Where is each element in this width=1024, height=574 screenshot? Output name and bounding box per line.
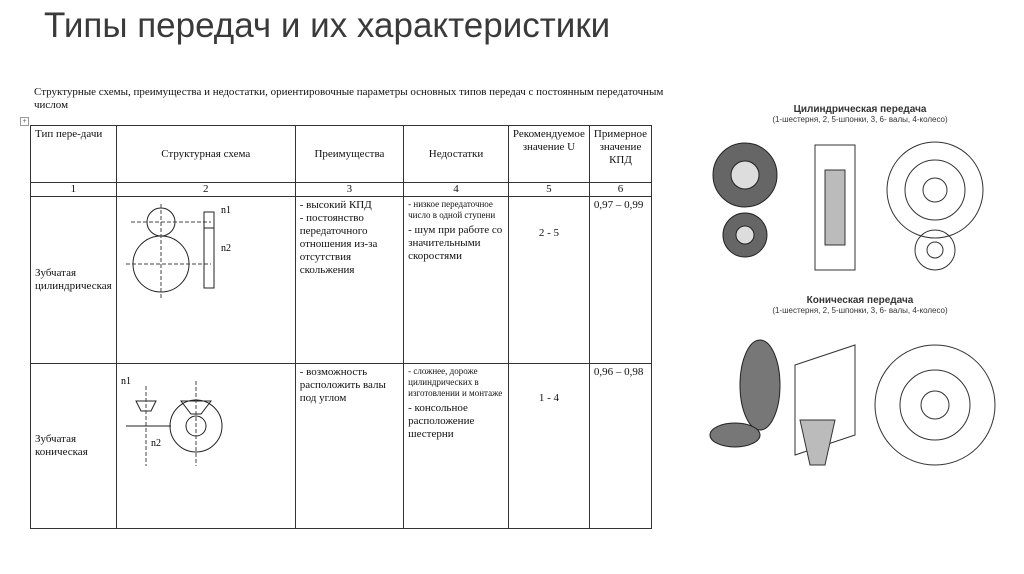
disadvantage: - низкое передаточное число в одной ступени — [408, 199, 496, 220]
col-number: 5 — [508, 183, 589, 197]
scheme-cell — [116, 364, 295, 529]
figure-caption — [710, 295, 1010, 315]
bevel-gear-drawing-icon — [705, 325, 1005, 495]
disadvantage: - шум при работе со значительными скоростями — [408, 224, 503, 262]
disadvantage: - сложнее, дороже цилиндрических в изготовлении и монтаже — [408, 366, 503, 398]
header-efficiency: Примерное значение КПД — [589, 126, 651, 183]
advantage: - возможность расположить валы под углом — [299, 366, 386, 404]
col-number: 6 — [589, 183, 651, 197]
advantage: - высокий КПД — [299, 199, 372, 211]
spur-gear-drawing-icon — [705, 130, 1005, 290]
header-disadvantages: Недостатки — [404, 126, 509, 183]
header-type: Тип пере-дачи — [31, 126, 117, 183]
header-advantages: Преимущества — [295, 126, 403, 183]
col-number: 2 — [116, 183, 295, 197]
figure-title: Цилиндрическая передача — [793, 104, 927, 115]
figure-subtitle: (1-шестерня, 2, 5-шпонки, 3, 6- валы, 4-колесо) — [772, 306, 948, 315]
spur-gear-scheme-icon — [121, 199, 291, 299]
disadvantage: - консольное расположение шестерни — [408, 402, 475, 440]
figure-title: Коническая передача — [806, 295, 914, 306]
svg-text:n1: n1 — [120, 376, 131, 387]
type-cell: Зубчатая цилиндрическая — [31, 197, 117, 364]
col-number: 1 — [31, 183, 117, 197]
scheme-cell — [116, 197, 295, 364]
table-move-handle[interactable]: + — [20, 117, 29, 126]
figure-subtitle: (1-шестерня, 2, 5-шпонки, 3, 6- валы, 4-колесо) — [772, 115, 948, 124]
disadvantages-cell — [404, 364, 509, 529]
ratio-cell: 1 - 4 — [508, 364, 589, 529]
efficiency-cell: 0,96 – 0,98 — [589, 364, 651, 529]
figure-caption — [710, 104, 1010, 124]
advantage: - постоянство передаточного отношения из-за отсутствия скольжения — [299, 212, 378, 276]
bevel-gear-scheme-icon — [121, 366, 291, 476]
disadvantages-cell — [404, 197, 509, 364]
col-number: 3 — [295, 183, 403, 197]
header-ratio: Рекомендуемое значение U — [508, 126, 589, 183]
header-scheme: Структурная схема — [116, 126, 295, 183]
table-caption: Структурные схемы, преимущества и недостатки, ориентировочные параметры основных типов передач с постоянным передаточным числом — [34, 86, 664, 111]
table-row — [31, 364, 652, 529]
col-number: 4 — [404, 183, 509, 197]
type-cell: Зубчатая коническая — [31, 364, 117, 529]
table-row — [31, 197, 652, 364]
svg-text:n2: n2 — [220, 243, 231, 254]
advantages-cell — [295, 197, 403, 364]
svg-text:n1: n1 — [220, 205, 231, 216]
svg-text:n2: n2 — [150, 438, 161, 449]
gear-types-table — [30, 125, 652, 529]
ratio-cell: 2 - 5 — [508, 197, 589, 364]
slide-title: Типы передач и их характеристики — [44, 6, 611, 45]
advantages-cell — [295, 364, 403, 529]
efficiency-cell: 0,97 – 0,99 — [589, 197, 651, 364]
